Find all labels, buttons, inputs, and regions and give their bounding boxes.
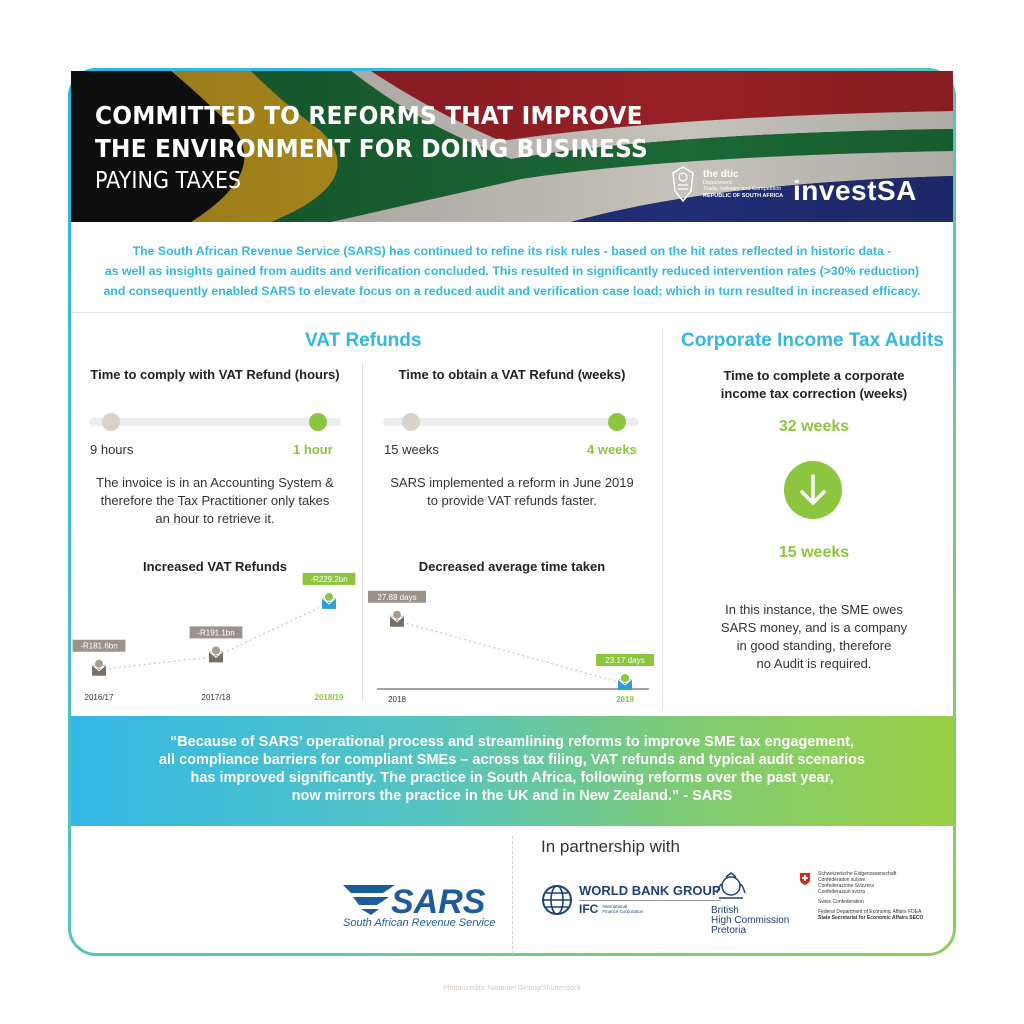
quote-line-4: now mirrors the practice in the UK and in New Zealand.” - SARS	[291, 788, 733, 804]
cit-from-value: 32 weeks	[778, 418, 850, 435]
wbg-name: WORLD BANK GROUP	[579, 883, 721, 898]
comply-track	[89, 418, 341, 426]
value-label-0: 27.88 days	[377, 592, 417, 602]
comply-from-label: 9 hours	[90, 442, 134, 457]
british-high-commission-logo	[711, 871, 789, 936]
ifc-logo	[579, 900, 721, 916]
title-line-2: THE ENVIRONMENT FOR DOING BUSINESS	[95, 134, 648, 163]
cit-description	[671, 601, 957, 673]
dtic-logo	[669, 165, 783, 203]
column-divider-2	[662, 329, 663, 709]
quote-line-1: “Because of SARS’ operational process and streamlining reforms to improve SME tax engagement,	[169, 734, 855, 750]
quote-line-3: has improved significantly. The practice in South Africa, following reforms over the past year,	[190, 770, 834, 786]
partnership-label: In partnership with	[541, 837, 680, 856]
quote-band	[71, 716, 953, 826]
value-label-1: -R191.1bn	[197, 628, 235, 638]
obtain-title: Time to obtain a VAT Refund (weeks)	[398, 367, 626, 382]
comply-end-dot	[309, 413, 327, 431]
cit-desc-3: in good standing, therefore	[736, 638, 892, 653]
category-label-1: 2017/18	[201, 693, 231, 702]
sars-wordmark: SARS	[391, 883, 486, 921]
bhc-line-1: British	[711, 905, 739, 916]
obtain-start-dot	[402, 413, 420, 431]
sars-logo	[343, 879, 493, 922]
swiss-line-3: Confederazione Svizzera	[818, 883, 874, 889]
category-label-1: 2019	[616, 695, 634, 704]
ifc-name: IFC	[579, 902, 599, 916]
value-label-1: 23.17 days	[605, 656, 645, 666]
cit-to-value: 15 weeks	[778, 544, 850, 561]
chart-series-line	[397, 621, 625, 684]
arrow-down-icon	[784, 461, 842, 519]
obtain-end-dot	[608, 413, 626, 431]
intro-paragraph	[91, 241, 933, 301]
obtain-track	[383, 418, 639, 426]
cit-desc-1: In this instance, the SME owes	[725, 602, 903, 617]
ifc-sub-2: Finance Corporation	[602, 909, 644, 914]
obtain-desc-1: SARS implemented a reform in June 2019	[390, 475, 634, 490]
arrow-down-circle	[784, 461, 842, 519]
dtic-name: the dtic	[703, 168, 739, 180]
footer-divider	[512, 836, 513, 954]
royal-crest-icon	[713, 871, 749, 901]
swiss-line-5: Swiss Confederation	[818, 899, 864, 905]
swiss-line-2: Confédération suisse	[818, 877, 865, 883]
chart-decreased-time	[367, 581, 657, 711]
title-line-1: COMMITTED TO REFORMS THAT IMPROVE	[95, 101, 643, 130]
intro-line-3: and consequently enabled SARS to elevate focus on a reduced audit and verification case load; which in turn resulted in increased efficacy.	[103, 284, 921, 298]
swiss-line-4: Confederaziun svizra	[818, 889, 865, 895]
comply-desc-1: The invoice is in an Accounting System &	[96, 475, 334, 490]
obtain-description	[367, 474, 657, 510]
coat-of-arms-icon	[669, 165, 697, 203]
data-point-1	[618, 674, 632, 691]
comply-to-label: 1 hour	[293, 442, 333, 457]
intro-line-2: as well as insights gained from audits and verification concluded. This resulted in significantly reduced intervention rates (>30% reduction)	[104, 264, 920, 278]
bhc-line-3: Pretoria	[711, 925, 747, 936]
investsa-logo: investSA	[793, 175, 917, 206]
data-point-2	[322, 592, 336, 609]
cit-sub-1: Time to complete a corporate	[723, 368, 905, 383]
swiss-cross-icon	[798, 871, 812, 885]
value-label-2: -R229.2bn	[310, 574, 348, 584]
comply-desc-3: an hour to retrieve it.	[155, 511, 275, 526]
header-title	[95, 99, 690, 197]
comply-desc-2: therefore the Tax Practitioner only takes	[100, 493, 330, 508]
dtic-country: REPUBLIC OF SOUTH AFRICA	[703, 192, 784, 199]
world-bank-logo	[541, 883, 721, 916]
section-divider	[71, 312, 953, 313]
column-divider-1	[362, 363, 363, 701]
dtic-dept: Department:	[703, 179, 734, 186]
chart-increased-vat-refunds	[71, 574, 361, 711]
data-point-0	[390, 610, 404, 627]
category-label-0: 2018	[388, 695, 406, 704]
cit-sub-2: income tax correction (weeks)	[720, 386, 908, 401]
chart2-title: Decreased average time taken	[418, 559, 606, 574]
obtain-desc-2: to provide VAT refunds faster.	[427, 493, 597, 508]
category-label-0: 2016/17	[84, 693, 114, 702]
infographic-card	[71, 71, 953, 953]
swiss-line-7: State Secretariat for Economic Affairs SECO	[818, 915, 924, 921]
bhc-line-2: High Commission	[711, 915, 790, 926]
swiss-confederation-logo	[798, 871, 923, 921]
photo-credit: Photo credits: Natanael Ginting/Shutterstock	[443, 985, 581, 992]
quote-line-2: all compliance barriers for compliant SMEs – across tax filing, VAT refunds and typical audit scenarios	[158, 752, 866, 768]
swiss-line-1: Schweizerische Eidgenossenschaft	[818, 871, 897, 877]
header-banner	[71, 71, 953, 222]
chart1-title: Increased VAT Refunds	[143, 559, 287, 574]
globe-icon	[541, 884, 573, 916]
title-line-3: PAYING TAXES	[95, 168, 242, 194]
infographic-frame	[68, 68, 956, 956]
ifc-sub-1: International	[602, 904, 628, 909]
data-point-1	[209, 646, 223, 663]
cit-subtitle	[671, 367, 957, 403]
swiss-line-6: Federal Department of Economic Affairs FDEA	[818, 909, 922, 915]
obtain-to-label: 4 weeks	[587, 442, 637, 457]
comply-start-dot	[102, 413, 120, 431]
sars-subtitle: South African Revenue Service	[343, 917, 496, 929]
comply-description	[71, 474, 359, 528]
cit-title: Corporate Income Tax Audits	[681, 330, 944, 351]
obtain-from-label: 15 weeks	[384, 442, 439, 457]
dtic-dept2: Trade, Industry and Competition	[703, 186, 782, 193]
value-label-0: -R181.6bn	[80, 641, 118, 651]
category-label-2: 2018/19	[314, 693, 344, 702]
cit-desc-4: no Audit is required.	[756, 656, 872, 671]
intro-line-1: The South African Revenue Service (SARS) has continued to refine its risk rules - based on the hit rates reflected in historic data -	[132, 244, 892, 258]
vat-refunds-title: VAT Refunds	[305, 330, 422, 351]
cit-desc-2: SARS money, and is a company	[720, 620, 908, 635]
comply-title: Time to comply with VAT Refund (hours)	[90, 367, 340, 382]
data-point-0	[92, 659, 106, 676]
